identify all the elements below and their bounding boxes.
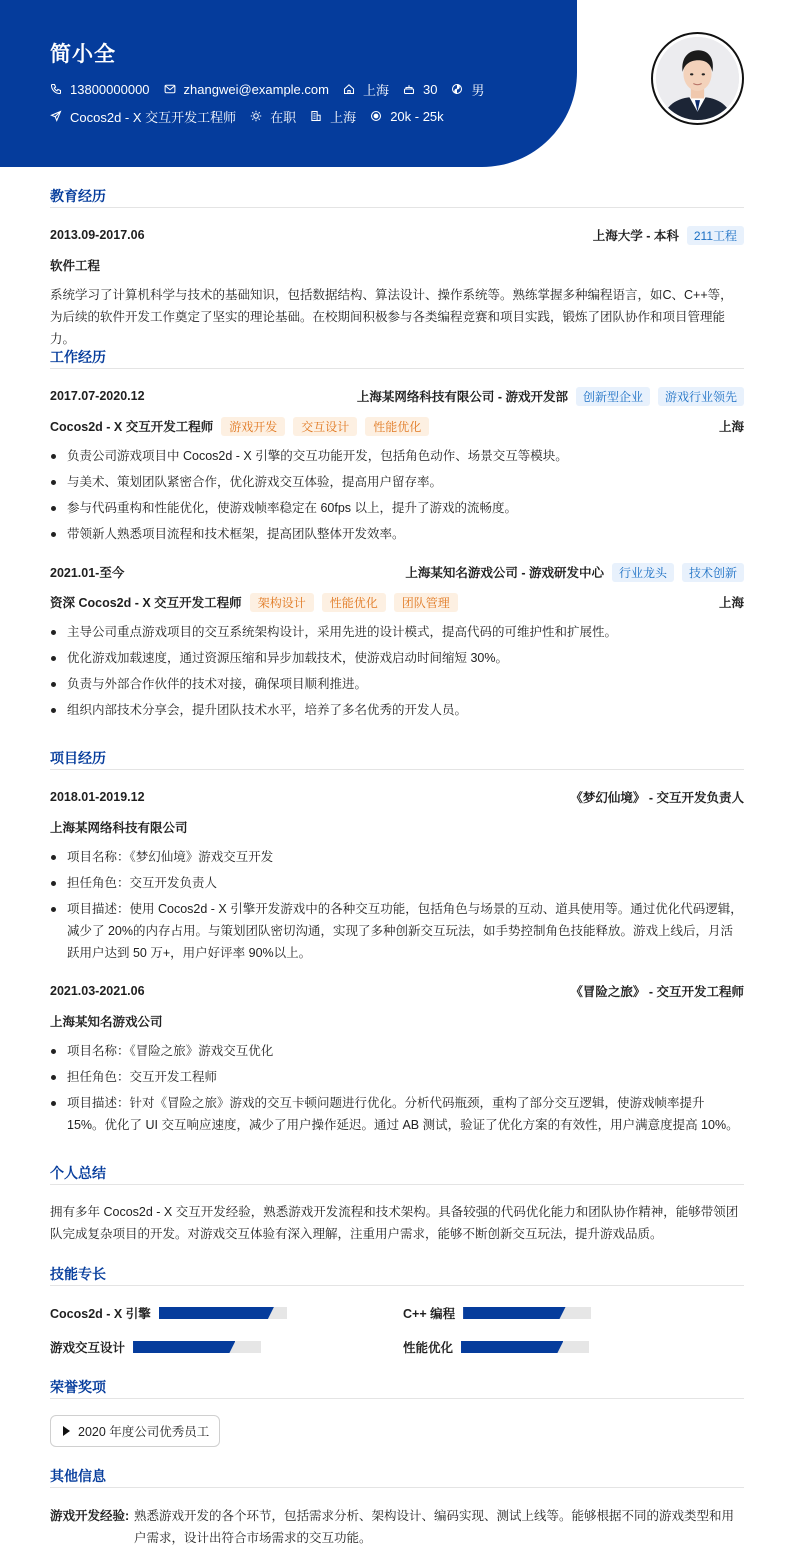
company-tag: 创新型企业 (576, 387, 650, 406)
avatar-photo (656, 37, 739, 120)
company-tag: 行业龙头 (612, 563, 674, 582)
skill-name: Cocos2d - X 引擎 (50, 1307, 151, 1321)
job-title-info (50, 107, 236, 126)
email-info (164, 82, 329, 97)
list-item: 与美术、策划团队紧密合作，优化游戏交互体验，提高用户留存率。 (50, 471, 744, 493)
work-position-row (50, 592, 744, 612)
skill-item (403, 1339, 589, 1355)
skill-bar-fill (159, 1307, 274, 1319)
gender-info (451, 80, 484, 99)
work-period: 2017.07-2020.12 (50, 389, 145, 403)
contact-row (50, 80, 498, 98)
phone-icon (50, 83, 62, 95)
project-company: 上海某网络科技有限公司 (50, 821, 188, 835)
section-title-summary: 个人总结 (50, 1163, 744, 1185)
list-item: 担任角色：交互开发负责人 (50, 872, 744, 894)
skill-item (50, 1339, 261, 1355)
education-major-row (50, 255, 744, 275)
target-city-info (310, 107, 356, 126)
skill-tag: 性能优化 (365, 417, 429, 436)
skill-bar (159, 1307, 287, 1319)
list-item: 组织内部技术分享会，提升团队技术水平，培养了多名优秀的开发人员。 (50, 699, 744, 721)
section-title-work: 工作经历 (50, 347, 744, 369)
work-position-row (50, 416, 744, 436)
education-tag: 211工程 (687, 226, 744, 245)
section-title-education: 教育经历 (50, 186, 744, 208)
phone-info (50, 82, 150, 97)
work-company: 上海某知名游戏公司 - 游戏研发中心 (405, 566, 604, 580)
list-item: 负责与外部合作伙伴的技术对接，确保项目顺利推进。 (50, 673, 744, 695)
list-item: 负责公司游戏项目中 Cocos2d - X 引擎的交互功能开发，包括角色动作、场景交互等模块。 (50, 445, 744, 467)
education-major: 软件工程 (50, 259, 101, 273)
other-text: 熟悉游戏开发的各个环节，包括需求分析、架构设计、编码实现、测试上线等。能够根据不同的游戏类型和用户需求，设计出符合市场需求的交互功能。 (134, 1509, 735, 1545)
list-item: 项目名称：《冒险之旅》游戏交互优化 (50, 1040, 744, 1062)
project-title: 《梦幻仙境》 - 交互开发负责人 (570, 791, 744, 805)
award-item[interactable] (50, 1415, 220, 1447)
age-text: 30 (422, 81, 438, 97)
target-city-text: 上海 (330, 109, 357, 125)
gender-icon (451, 83, 463, 95)
status-text: 在职 (270, 109, 297, 125)
skill-bar (133, 1341, 261, 1353)
skill-bar-fill (461, 1341, 563, 1353)
skill-bar-fill (133, 1341, 235, 1353)
list-item: 项目描述：针对《冒险之旅》游戏的交互卡顿问题进行优化。分析代码瓶颈，重构了部分交互逻辑，使游戏帧率提升 15%。优化了 UI 交互响应速度，减少了用户操作延迟。通过 AB 测试，验证了优化方案的有效性，用户满意度提高 10%。 (50, 1092, 744, 1136)
work-position: Cocos2d - X 交互开发工程师 (50, 420, 214, 434)
skill-tag: 交互设计 (293, 417, 357, 436)
caret-right-icon (63, 1426, 70, 1436)
project-header (50, 981, 744, 1001)
skill-tag: 性能优化 (322, 593, 386, 612)
list-item: 担任角色：交互开发工程师 (50, 1066, 744, 1088)
candidate-name: 简小全 (50, 43, 116, 66)
skill-bar (461, 1341, 589, 1353)
list-item: 项目名称：《梦幻仙境》游戏交互开发 (50, 846, 744, 868)
status-info (250, 107, 296, 126)
list-item: 带领新人熟悉项目流程和技术框架，提高团队整体开发效率。 (50, 523, 744, 545)
other-label: 游戏开发经验: (50, 1509, 130, 1523)
list-item: 项目描述：使用 Cocos2d - X 引擎开发游戏中的各种交互功能，包括角色与场景的互动、道具使用等。通过优化代码逻辑，减少了 20%的内存占用。与策划团队密切沟通，实现了多种创新交互玩法，如手势控制角色技能释放。游戏上线后，月活跃用户达到 50 万+，用户好评率 90%以上。 (50, 898, 744, 964)
location-text: 上海 (362, 82, 389, 98)
skill-item (403, 1305, 591, 1321)
company-tag: 技术创新 (682, 563, 744, 582)
project-company-row (50, 817, 744, 837)
project-period: 2018.01-2019.12 (50, 790, 145, 804)
section-title-other: 其他信息 (50, 1466, 744, 1488)
list-item: 优化游戏加载速度，通过资源压缩和异步加载技术，使游戏启动时间缩短 30%。 (50, 647, 744, 669)
skill-tag: 游戏开发 (221, 417, 285, 436)
award-label: 2020 年度公司优秀员工 (78, 1425, 210, 1439)
work-header (50, 386, 744, 406)
age-info (403, 82, 437, 97)
salary-info (370, 109, 443, 124)
email-text: zhangwei@example.com (183, 81, 329, 97)
salary-text: 20k - 25k (390, 108, 444, 124)
status-icon (250, 110, 262, 122)
work-city: 上海 (718, 420, 744, 434)
work-city: 上海 (718, 596, 744, 610)
list-item: 主导公司重点游戏项目的交互系统架构设计，采用先进的设计模式，提高代码的可维护性和扩展性。 (50, 621, 744, 643)
section-title-projects: 项目经历 (50, 748, 744, 770)
send-icon (50, 110, 62, 122)
section-title-awards: 荣誉奖项 (50, 1377, 744, 1399)
skill-item (50, 1305, 287, 1321)
list-item: 参与代码重构和性能优化，使游戏帧率稳定在 60fps 以上，提升了游戏的流畅度。 (50, 497, 744, 519)
education-description: 系统学习了计算机科学与技术的基础知识，包括数据结构、算法设计、操作系统等。熟练掌握多种编程语言，如C、C++等，为后续的软件开发工作奠定了坚实的理论基础。在校期间积极参与各类编程竞赛和项目实践，锻炼了团队协作和项目管理能力。 (50, 288, 733, 346)
project-company-row (50, 1011, 744, 1031)
location-info (343, 80, 389, 99)
project-company: 上海某知名游戏公司 (50, 1015, 163, 1029)
project-header (50, 787, 744, 807)
work-company: 上海某网络科技有限公司 - 游戏开发部 (356, 390, 568, 404)
job-title-text: Cocos2d - X 交互开发工程师 (70, 109, 237, 125)
age-icon (403, 83, 415, 95)
job-row (50, 107, 458, 125)
project-period: 2021.03-2021.06 (50, 984, 145, 998)
skill-tag: 团队管理 (394, 593, 458, 612)
skill-tag: 架构设计 (250, 593, 314, 612)
education-header (50, 225, 744, 245)
avatar (651, 32, 744, 125)
education-period: 2013.09-2017.06 (50, 228, 145, 242)
phone-text: 13800000000 (70, 81, 150, 97)
gender-text: 男 (471, 82, 485, 98)
skill-name: 性能优化 (403, 1341, 454, 1355)
skill-name: 游戏交互设计 (50, 1341, 126, 1355)
work-position: 资深 Cocos2d - X 交互开发工程师 (50, 596, 242, 610)
salary-icon (370, 110, 382, 122)
skill-bar (463, 1307, 591, 1319)
building-icon (310, 110, 322, 122)
education-school: 上海大学 - 本科 (592, 229, 679, 243)
mail-icon (164, 83, 176, 95)
section-title-skills: 技能专长 (50, 1264, 744, 1286)
work-period: 2021.01-至今 (50, 566, 125, 580)
company-tag: 游戏行业领先 (658, 387, 744, 406)
work-header (50, 562, 744, 582)
skill-name: C++ 编程 (403, 1307, 456, 1321)
project-title: 《冒险之旅》 - 交互开发工程师 (570, 985, 744, 999)
summary-text: 拥有多年 Cocos2d - X 交互开发经验，熟悉游戏开发流程和技术架构。具备较强的代码优化能力和团队协作精神，能够带领团队完成复杂项目的开发。对游戏交互体验有深入理解，注重用户需求，能够不断创新交互玩法，提升游戏品质。 (50, 1205, 739, 1241)
skill-bar-fill (463, 1307, 565, 1319)
home-icon (343, 83, 355, 95)
